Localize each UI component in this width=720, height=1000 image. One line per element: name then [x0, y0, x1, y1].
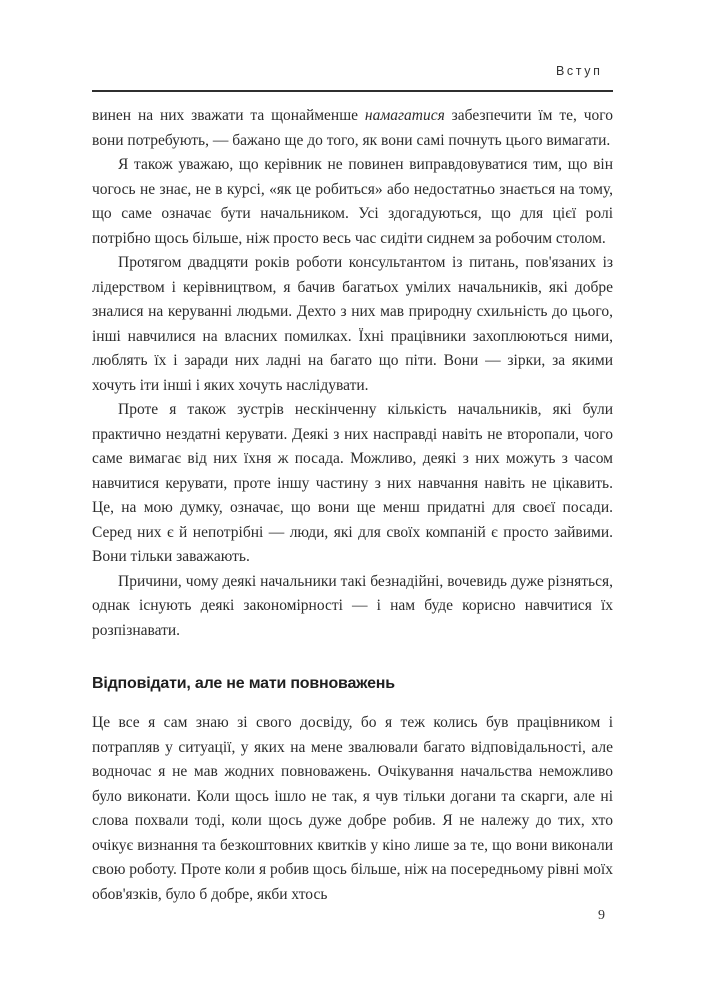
- continuation-paragraph: [92, 104, 613, 153]
- section-paragraph: Це все я сам знаю зі свого досвіду, бо я теж колись був працівником і потрапляв у ситуації, у яких на мене звалювали багато відповідальності, але водночас я не мав жодних повноважень. Очікування начальства неможливо було виконати. Коли щось ішло не так, я чув тільки догани та скарги, але ні слова похвали тоді, коли щось дуже добре робив. Я не належу до тих, хто очікує визнання та безкоштовних квитків у кіно лише за те, що вони виконали свою роботу. Проте коли я робив щось більше, ніж на посередньому рівні моїх обов'язків, було б добре, якби хтось: [92, 714, 613, 903]
- running-head: Вступ: [556, 64, 603, 78]
- paragraph: Причини, чому деякі начальники такі безнадійні, вочевидь дуже різняться, однак існують деякі закономірності — і нам буде корисно навчитися їх розпізнавати.: [92, 572, 613, 639]
- paragraph: Протягом двадцяти років роботи консультантом із питань, пов'язаних із лідерством і керівництвом, я бачив багатьох умілих начальників, які добре зналися на керуванні людьми. Дехто з них мав природну схильність до цього, інші навчилися на власних помилках. Їхні працівники захоплюються ними, люблять їх і заради них ладні на багато що піти. Вони — зірки, за якими хочуть іти інші і яких хочуть наслідувати.: [92, 254, 613, 394]
- header-rule: [92, 90, 613, 92]
- paragraph: Я також уважаю, що керівник не повинен виправдовуватися тим, що він чогось не знає, не в курсі, «як це робиться» або недостатньо знається на тому, що саме означає бути начальником. Усі здогадуються, що для цієї ролі потрібно щось більше, ніж просто весь час сидіти сиднем за робочим столом.: [92, 156, 613, 247]
- italic-emphasis: намагатися: [364, 107, 445, 124]
- continuation-text-start: винен на них зважати та щонайменше: [92, 107, 365, 124]
- continuation-text-end: забезпечити їм те, чого вони потребують, — бажано ще до того, як вони самі почнуть цього вимагати.: [92, 107, 613, 149]
- page-number: 9: [598, 908, 605, 923]
- body-text-top: [92, 104, 613, 643]
- paragraph: Проте я також зустрів нескінченну кількість начальників, які були практично нездатні керувати. Деякі з них насправді навіть не второпали, чого саме вимагає від них їхня ж посада. Можливо, деякі з них можуть з часом навчитися керувати, проте іншу частину з них навчання навіть не цікавить. Це, на мою думку, означає, що вони ще менш придатні для своєї посади. Серед них є й непотрібні — люди, які для своїх компаній є просто зайвими. Вони тільки заважають.: [92, 401, 613, 565]
- section-heading: Відповідати, але не мати повноважень: [92, 675, 395, 692]
- body-text-bottom: [92, 711, 613, 907]
